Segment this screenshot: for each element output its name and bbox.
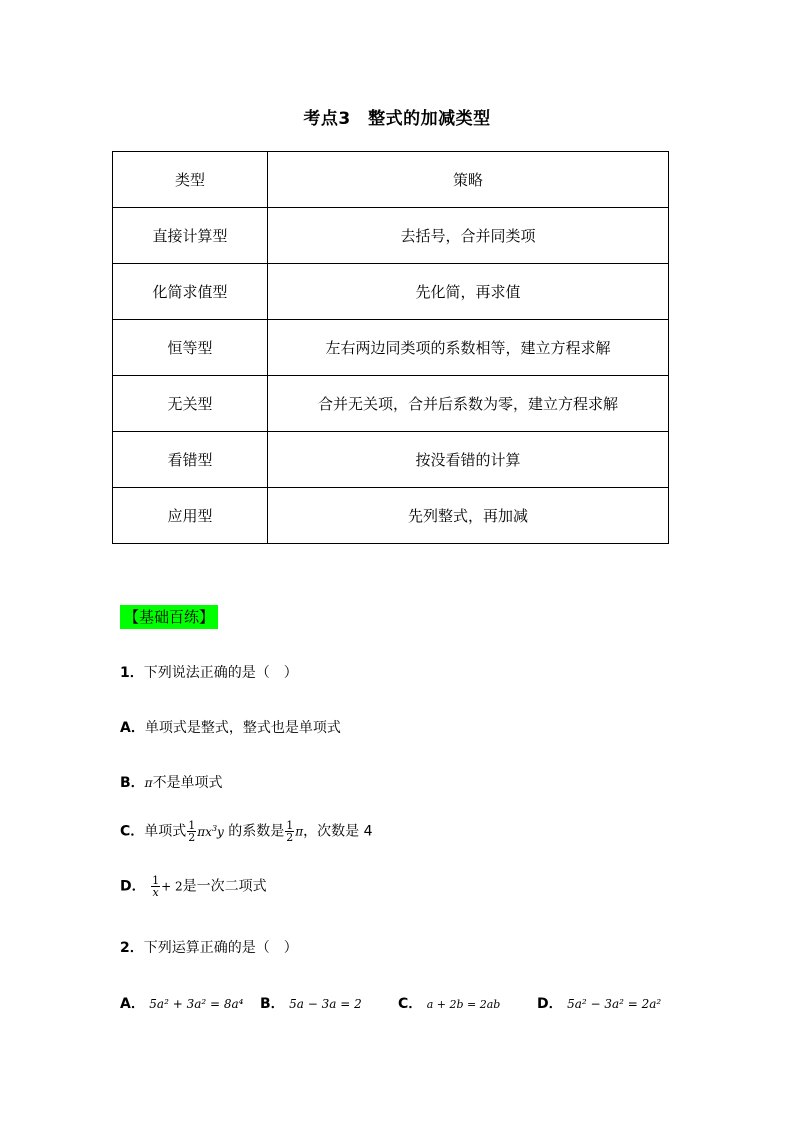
question-number: 2． xyxy=(120,940,144,956)
question-stem: 下列运算正确的是（ ） xyxy=(143,940,298,956)
strategy-cell: 先化简，再求值 xyxy=(268,264,669,320)
strategy-cell: 去括号，合并同类项 xyxy=(268,208,669,264)
strategy-cell: 按没看错的计算 xyxy=(268,432,669,488)
q1-option-d[interactable]: D． $\frac{1}{x}$ + 2是一次二项式 xyxy=(120,874,267,899)
strategy-cell: 合并无关项，合并后系数为零，建立方程求解 xyxy=(268,376,669,432)
option-expr: 5a − 3a = 2 xyxy=(289,997,362,1011)
option-label: B． xyxy=(120,775,145,791)
option-text-mid: 的系数是 xyxy=(228,823,285,840)
table-row xyxy=(113,376,669,432)
question-1 xyxy=(120,662,298,682)
q2-option-d[interactable] xyxy=(537,993,661,1013)
q2-option-c[interactable] xyxy=(398,993,500,1013)
option-text: 不是单项式 xyxy=(152,775,223,791)
option-expr: 5a² + 3a² = 8a⁴ xyxy=(149,997,244,1011)
table-row xyxy=(113,208,669,264)
q1-option-b[interactable] xyxy=(120,772,223,792)
strategy-cell: 先列整式，再加减 xyxy=(268,488,669,544)
q1-option-c[interactable]: C．单项式 $\frac{1}{2}$ $\pi x^3y$ 的系数是 $\frac{1}{2}$ π，次数是 4 xyxy=(120,819,373,844)
option-expr: a + 2b = 2ab xyxy=(426,998,501,1011)
section-badge: 【基础百练】 xyxy=(120,605,218,629)
type-cell: 恒等型 xyxy=(113,320,268,376)
option-text-pre: 单项式 xyxy=(144,823,187,840)
header-type: 类型 xyxy=(113,152,268,208)
option-expr: 5a² − 3a² = 2a² xyxy=(567,997,662,1011)
header-strategy: 策略 xyxy=(268,152,669,208)
option-label: D． xyxy=(120,878,146,895)
types-table xyxy=(112,151,669,544)
monomial: $\pi x^3y$ xyxy=(197,823,224,839)
option-label: C． xyxy=(120,823,145,840)
question-stem: 下列说法正确的是（ ） xyxy=(143,665,298,681)
option-label: A． xyxy=(120,996,145,1012)
option-label: C． xyxy=(398,996,423,1012)
strategy-cell: 左右两边同类项的系数相等，建立方程求解 xyxy=(268,320,669,376)
option-text-post: ，次数是 4 xyxy=(303,823,373,840)
type-cell: 应用型 xyxy=(113,488,268,544)
fraction: $\frac{1}{2}$ xyxy=(188,819,196,844)
type-cell: 化简求值型 xyxy=(113,264,268,320)
type-cell: 看错型 xyxy=(113,432,268,488)
question-number: 1． xyxy=(120,665,144,681)
question-2 xyxy=(120,937,298,957)
fraction: $\frac{1}{x}$ xyxy=(152,874,160,899)
pi-symbol: π xyxy=(144,776,153,790)
q2-option-a[interactable] xyxy=(120,993,243,1013)
page-title: 考点3 整式的加减类型 xyxy=(303,109,491,129)
fraction: $\frac{1}{2}$ xyxy=(286,819,294,844)
q2-option-b[interactable] xyxy=(260,993,362,1013)
option-text: 单项式是整式，整式也是单项式 xyxy=(144,720,341,736)
option-label: A． xyxy=(120,720,145,736)
type-cell: 直接计算型 xyxy=(113,208,268,264)
q1-option-a[interactable] xyxy=(120,717,341,737)
option-text: 是一次二项式 xyxy=(182,878,267,895)
table-header-row xyxy=(113,152,669,208)
type-cell: 无关型 xyxy=(113,376,268,432)
table-row xyxy=(113,264,669,320)
table-row xyxy=(113,432,669,488)
table-row xyxy=(113,488,669,544)
option-label: D． xyxy=(537,996,563,1012)
table-row xyxy=(113,320,669,376)
option-label: B． xyxy=(260,996,285,1012)
